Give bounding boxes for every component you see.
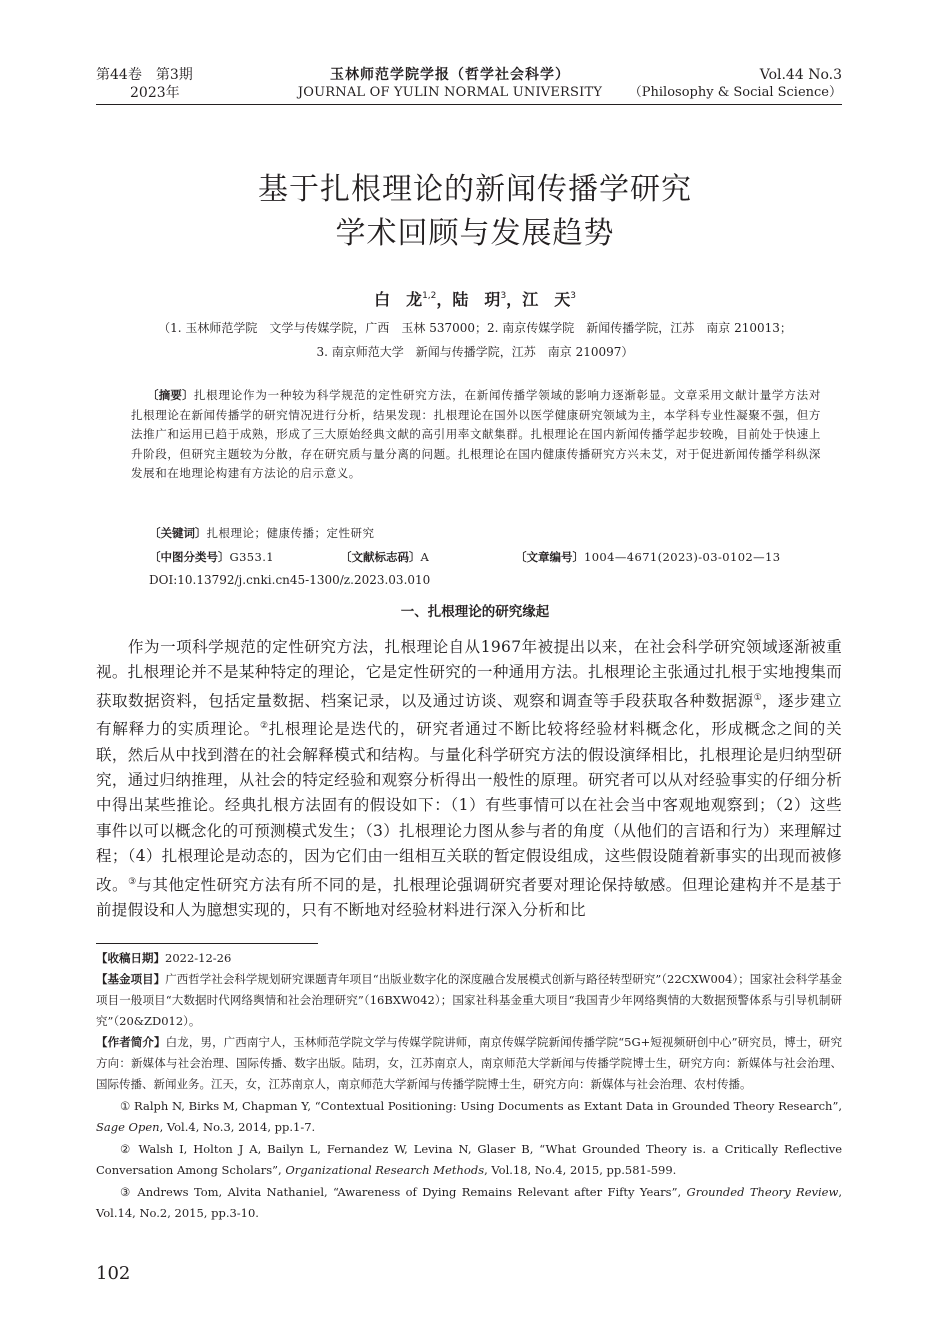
received-date [96, 948, 842, 969]
footnote-mark[interactable]: ① [753, 692, 763, 703]
reference-text: Ralph N, Birks M, Chapman Y, “Contextual Positioning: Using Documents as Extant Data in Grounded Theory Research”, [130, 1099, 843, 1113]
reference-item [96, 1096, 842, 1138]
section-heading: 一、扎根理论的研究缘起 [400, 604, 550, 620]
reference-mark: ③ [120, 1185, 133, 1199]
vol-no: Vol.44 No.3 [759, 67, 842, 83]
reference-text: , Vol.4, No.3, 2014, pp.1-7. [159, 1120, 316, 1134]
abstract-text: 扎根理论作为一种较为科学规范的定性研究方法，在新闻传播学领域的影响力逐渐彰显。文章采用文献计量学方法对扎根理论在新闻传播学的研究情况进行分析，结果发现：扎根理论在国外以医学健康研究领域为主，本学科专业性凝聚不强，但方法推广和运用已趋于成熟，形成了三大原始经典文献的高引用率文献集群。扎根理论在国内新闻传播学起步较晚，目前处于快速上升阶段，但研究主题较为分散，存在研究质与量分离的问题。扎根理论在国内健康传播研究方兴未艾，对于促进新闻传播学科纵深发展和在地理论构建有方法论的启示意义。 [131, 388, 822, 480]
body-text-run: ，逐步建立有解释力的实质理论。 [96, 691, 842, 739]
body-paragraph [96, 635, 842, 923]
body-text-run: 扎根理论是迭代的，研究者通过不断比较将经验材料概念化，形成概念之间的关联，然后从中找到潜在的社会解释模式和结构。与量化科学研究方法的假设演绎相比，扎根理论是归纳型研究，通过归纳推理，从社会的特定经验和观察分析得出一般性的原理。研究者可以从对经验事实的仔细分析中得出某些推论。经典扎根方法固有的假设如下：（1）有些事情可以在社会当中客观地观察到；（2）这些事件以可以概念化的可预测模式发生；（3）扎根理论力图从参与者的角度（从他们的言语和行为）来理解过程；（4）扎根理论是动态的，因为它们由一组相互关联的暂定假设组成，这些假设随着新事实的出现而被修改。 [96, 720, 842, 894]
doc-label: 〔文献标志码〕 [340, 550, 421, 564]
reference-text: , Vol.14, No.2, 2015, pp.3-10. [96, 1185, 842, 1220]
author-bio-label: 【作者简介】 [96, 1035, 166, 1049]
header-left [96, 66, 193, 102]
author-name: 江 天 [522, 290, 571, 309]
journal-name-cn: 玉林师范学院学报（哲学社会科学） [330, 67, 570, 83]
reference-journal: Sage Open [96, 1120, 160, 1134]
author-affil-mark: 3 [570, 291, 576, 301]
footnotes [96, 948, 842, 1224]
reference-journal: Grounded Theory Review [686, 1185, 839, 1199]
reference-mark: ① [120, 1099, 131, 1113]
reference-mark: ② [120, 1142, 133, 1156]
reference-journal: Organizational Research Methods [285, 1163, 485, 1177]
reference-text: Andrews Tom, Alvita Nathaniel, “Awareness of Dying Remains Relevant after Fifty Years”, [132, 1185, 687, 1199]
reference-text: Walsh I, Holton J A, Bailyn L, Fernandez W, Levina N, Glaser B, “What Grounded Theory is. a Critically Reflective Conversation Among Scholars”, [96, 1142, 843, 1177]
title-line-2: 学术回顾与发展趋势 [335, 216, 615, 251]
abstract [131, 386, 821, 484]
journal-name-en: JOURNAL OF YULIN NORMAL UNIVERSITY [297, 85, 603, 100]
reference-item [96, 1182, 842, 1224]
keywords-text: 扎根理论；健康传播；定性研究 [206, 526, 375, 540]
clc-code [149, 548, 274, 567]
abstract-label: 〔摘要〕 [147, 388, 194, 402]
reference-item [96, 1139, 842, 1181]
article-number [515, 548, 780, 567]
header-rule [96, 104, 842, 105]
body-text-run: 与其他定性研究方法有所不同的是，扎根理论强调研究者要对理论保持敏感。但理论建构并不是基于前提假设和人为臆想实现的，只有不断地对经验材料进行深入分析和比 [96, 875, 842, 920]
author-affil-mark: 3 [500, 291, 507, 301]
author-affil-mark: 1,2 [422, 291, 437, 301]
clc-label: 〔中图分类号〕 [149, 550, 230, 564]
author-name: 白 龙 [374, 290, 423, 309]
footnote-rule [96, 943, 318, 944]
doc-code [340, 548, 429, 567]
fund-label: 【基金项目】 [96, 972, 166, 986]
affiliation-line: 3. 南京师范大学 新闻与传播学院，江苏 南京 210097） [316, 345, 634, 359]
volume-issue: 第44卷 第3期 [96, 67, 193, 83]
title-line-1: 基于扎根理论的新闻传播学研究 [258, 172, 692, 207]
keywords [149, 524, 375, 543]
author-name: 陆 玥 [452, 290, 501, 309]
clc-value: G353.1 [229, 550, 275, 564]
affiliations [100, 316, 850, 364]
footnote-mark[interactable]: ③ [128, 876, 137, 887]
reference-text: , Vol.18, No.4, 2015, pp.581-599. [484, 1163, 677, 1177]
header-right [629, 66, 842, 102]
body-text-run: 作为一项科学规范的定性研究方法，扎根理论自从1967年被提出以来，在社会科学研究领域逐渐被重视。扎根理论并不是某种特定的理论，它是定性研究的一种通用方法。扎根理论主张通过扎根于实地搜集而获取数据资料，包括定量数据、档案记录，以及通过访谈、观察和调查等手段获取各种数据源 [96, 638, 842, 710]
author-separator: ， [436, 290, 453, 309]
footnote-mark[interactable]: ② [259, 721, 269, 732]
received-value: 2022-12-26 [165, 951, 232, 965]
article-number-label: 〔文章编号〕 [515, 550, 584, 564]
header-center [270, 66, 630, 102]
issue-year: 2023年 [130, 85, 180, 101]
page-number: 102 [96, 1263, 131, 1284]
keywords-label: 〔关键词〕 [149, 526, 207, 540]
author-separator: ， [506, 290, 523, 309]
article-number-value: 1004—4671(2023)-03-0102—13 [584, 550, 781, 564]
article-title [100, 168, 850, 256]
series-en: （Philosophy & Social Science） [628, 85, 842, 100]
doi: DOI:10.13792/j.cnki.cn45-1300/z.2023.03.010 [149, 573, 431, 587]
fund-project [96, 969, 842, 1032]
author-bio [96, 1032, 842, 1095]
doc-value: A [420, 550, 430, 564]
fund-text: 广西哲学社会科学规划研究课题青年项目“出版业数字化的深度融合发展模式创新与路径转型研究”（22CXW004）；国家社会科学基金项目一般项目“大数据时代网络舆情和社会治理研究”（16BXW042）；国家社科基金重大项目“我国青少年网络舆情的大数据预警体系与引导机制研究”（20&ZD012）。 [96, 972, 842, 1028]
author-bio-text: 白龙，男，广西南宁人，玉林师范学院文学与传媒学院讲师，南京传媒学院新闻传播学院“5G+短视频研创中心”研究员，博士，研究方向：新媒体与社会治理、国际传播、数字出版。陆玥，女，江苏南京人，南京师范大学新闻与传播学院博士生，研究方向：新媒体与社会治理、国际传播、新闻业务。江天，女，江苏南京人，南京师范大学新闻与传播学院博士生，研究方向：新媒体与社会治理、农村传播。 [96, 1035, 843, 1091]
received-label: 【收稿日期】 [96, 951, 165, 965]
author-list [100, 286, 850, 310]
affiliation-line: （1. 玉林师范学院 文学与传媒学院，广西 玉林 537000；2. 南京传媒学院 新闻传播学院，江苏 南京 210013； [158, 321, 792, 335]
